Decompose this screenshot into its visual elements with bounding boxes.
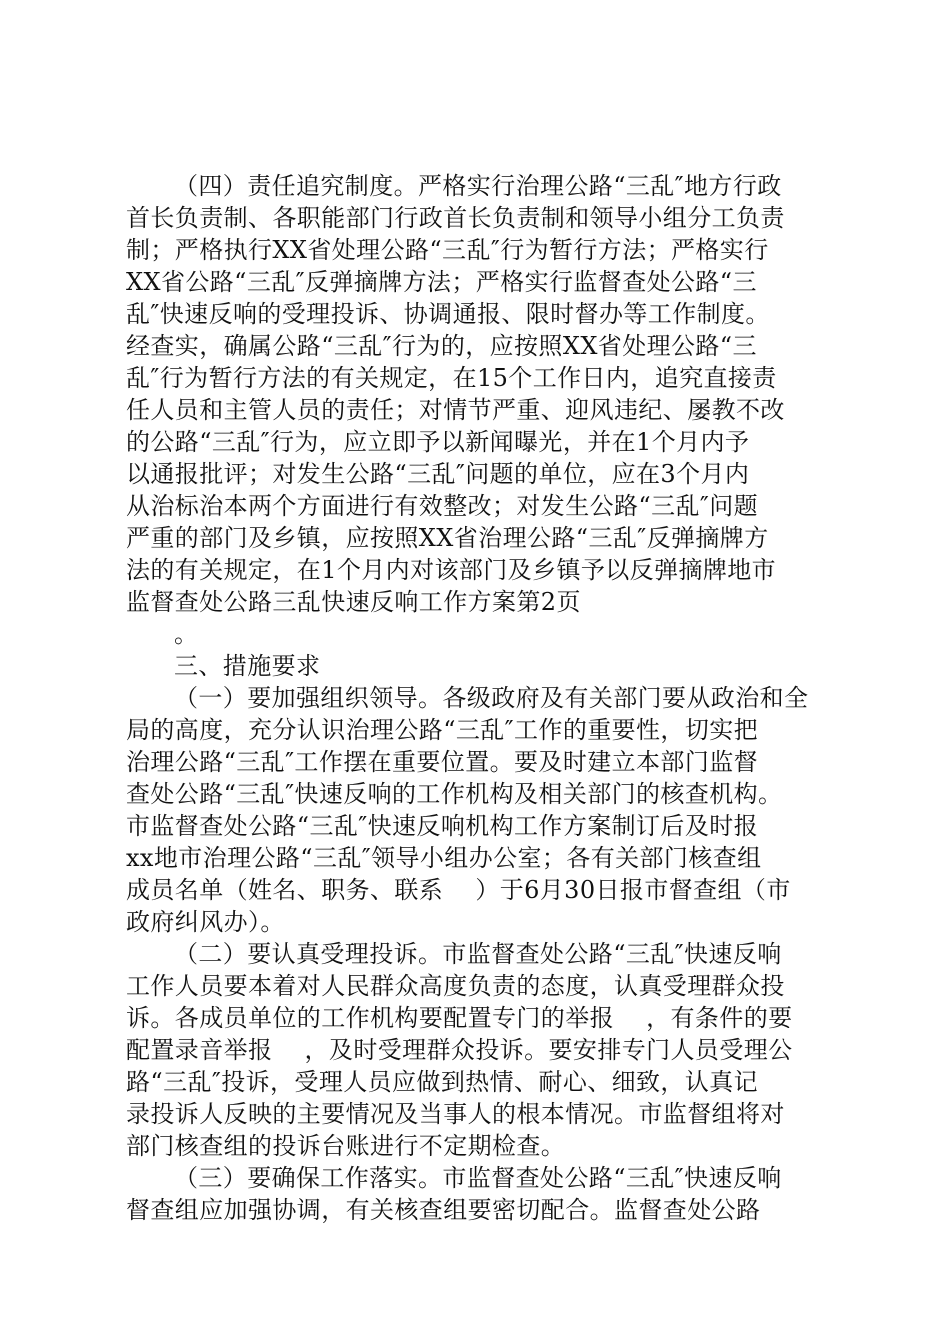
- paragraph-line: （三）要确保工作落实。市监督查处公路“三乱″快速反响: [174, 1164, 782, 1192]
- paragraph-line: 录投诉人反映的主要情况及当事人的根本情况。市监督组将对: [126, 1100, 785, 1128]
- paragraph-line: 市监督查处公路“三乱″快速反响机构工作方案制订后及时报: [126, 812, 759, 840]
- paragraph-line: 配置录音举报 ，及时受理群众投诉。要安排专门人员受理公: [126, 1036, 793, 1064]
- paragraph-line: 的公路“三乱″行为，应立即予以新闻曝光，并在1个月内予: [126, 428, 750, 456]
- paragraph-line: 经查实，确属公路“三乱″行为的，应按照XX省处理公路“三: [126, 332, 757, 360]
- paragraph-line: 从治标治本两个方面进行有效整改；对发生公路“三乱″问题: [126, 492, 759, 520]
- paragraph-line: 部门核查组的投诉台账进行不定期检查。: [126, 1132, 566, 1160]
- paragraph-line: 法的有关规定，在1个月内对该部门及乡镇予以反弹摘牌地市: [126, 556, 777, 584]
- paragraph-line: xx地市治理公路“三乱″领导小组办公室；各有关部门核查组: [126, 844, 762, 872]
- paragraph-line: 乱″行为暂行方法的有关规定，在15个工作日内，追究直接责: [126, 364, 777, 392]
- paragraph-line: 路“三乱″投诉，受理人员应做到热情、耐心、细致，认真记: [126, 1068, 759, 1096]
- paragraph-line: （二）要认真受理投诉。市监督查处公路“三乱″快速反响: [174, 940, 782, 968]
- paragraph-line: 首长负责制、各职能部门行政首长负责制和领导小组分工负责: [126, 204, 785, 232]
- paragraph-line: 任人员和主管人员的责任；对情节严重、迎风违纪、屡教不改: [126, 396, 785, 424]
- paragraph-line: 局的高度，充分认识治理公路“三乱″工作的重要性，切实把: [126, 716, 759, 744]
- paragraph-line: 以通报批评；对发生公路“三乱″问题的单位，应在3个月内: [126, 460, 750, 488]
- paragraph-line: 督查组应加强协调，有关核查组要密切配合。监督查处公路: [126, 1196, 761, 1224]
- document-body: [126, 170, 832, 1226]
- page-footer-line: 监督查处公路三乱快速反响工作方案第2页: [126, 588, 581, 616]
- paragraph-line: 成员名单（姓名、职务、联系 ）于6月30日报市督查组（市: [126, 876, 791, 904]
- paragraph-line: 治理公路“三乱″工作摆在重要位置。要及时建立本部门监督: [126, 748, 759, 776]
- paragraph-line: 严重的部门及乡镇，应按照XX省治理公路“三乱″反弹摘牌方: [126, 524, 769, 552]
- paragraph-line: 制；严格执行XX省处理公路“三乱″行为暂行方法；严格实行: [126, 236, 769, 264]
- paragraph-line: （四）责任追究制度。严格实行治理公路“三乱″地方行政: [174, 172, 782, 200]
- paragraph-line: 乱″快速反响的受理投诉、协调通报、限时督办等工作制度。: [126, 300, 770, 328]
- section-heading: 三、措施要求: [174, 652, 321, 680]
- paragraph-line: XX省公路“三乱″反弹摘牌方法；严格实行监督查处公路“三: [126, 268, 757, 296]
- period-line: 。: [174, 620, 199, 648]
- paragraph-line: 政府纠风办）。: [126, 908, 285, 936]
- paragraph-line: 工作人员要本着对人民群众高度负责的态度，认真受理群众投: [126, 972, 785, 1000]
- paragraph-line: （一）要加强组织领导。各级政府及有关部门要从政治和全: [174, 684, 809, 712]
- paragraph-line: 诉。各成员单位的工作机构要配置专门的举报 ，有条件的要: [126, 1004, 793, 1032]
- paragraph-line: 查处公路“三乱″快速反响的工作机构及相关部门的核查机构。: [126, 780, 783, 808]
